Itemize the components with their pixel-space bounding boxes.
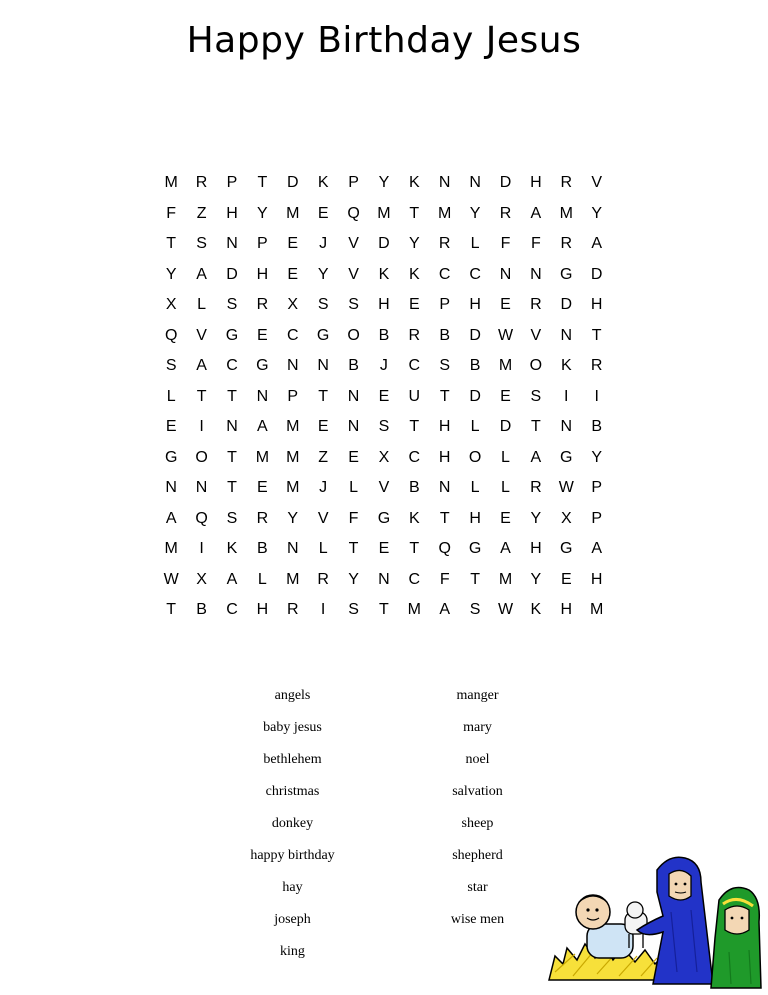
grid-letter: A <box>530 204 542 222</box>
nativity-scene-icon <box>545 852 763 990</box>
grid-letter: V <box>196 326 207 344</box>
word-list-item: king <box>280 944 305 959</box>
grid-letter: M <box>286 570 300 588</box>
grid-letter: B <box>439 326 451 344</box>
grid-letter: V <box>591 174 602 191</box>
grid-letter: N <box>499 265 512 283</box>
grid-letter: N <box>286 357 299 374</box>
grid-letter: E <box>257 479 268 496</box>
word-list-item: angels <box>274 688 311 703</box>
grid-letter: B <box>196 601 207 618</box>
grid-letter: I <box>199 540 204 557</box>
grid-letter: R <box>317 570 329 588</box>
grid-letter: S <box>439 357 451 374</box>
grid-letter: A <box>591 540 602 557</box>
grid-letter: O <box>347 326 360 344</box>
grid-letter: B <box>591 418 602 435</box>
grid-letter: B <box>348 357 359 374</box>
grid-letter: E <box>257 326 268 344</box>
grid-letter: F <box>530 235 541 252</box>
grid-letter: S <box>378 418 390 435</box>
grid-letter: V <box>530 326 542 344</box>
grid-letter: E <box>500 387 511 405</box>
grid-letter: C <box>408 357 421 374</box>
grid-letter: J <box>319 479 328 496</box>
grid-letter: H <box>530 174 542 191</box>
grid-letter: O <box>468 448 482 466</box>
grid-letter: Y <box>257 204 268 222</box>
grid-letter: C <box>226 357 238 374</box>
word-list-item: star <box>467 880 488 895</box>
grid-letter: O <box>529 357 543 374</box>
grid-letter: T <box>409 418 420 435</box>
grid-letter: T <box>439 387 450 405</box>
grid-letter: W <box>497 601 514 618</box>
grid-letter: G <box>316 326 330 344</box>
grid-letter: P <box>591 479 602 496</box>
word-list-item: sheep <box>461 816 494 831</box>
word-search-grid <box>156 168 612 626</box>
grid-letter: L <box>501 448 510 466</box>
grid-letter: M <box>559 204 573 222</box>
grid-letter: P <box>287 387 299 405</box>
grid-letter: R <box>590 357 603 374</box>
grid-letter: E <box>408 296 420 313</box>
grid-letter: L <box>197 296 207 313</box>
word-list-item: bethlehem <box>263 752 322 767</box>
grid-letter: M <box>438 204 452 222</box>
grid-letter: N <box>226 418 238 435</box>
grid-letter: Y <box>530 570 542 588</box>
grid-letter: R <box>438 235 451 252</box>
grid-letter: M <box>255 448 270 466</box>
grid-letter: M <box>498 357 513 374</box>
word-list-right-column <box>385 683 570 971</box>
grid-letter: H <box>560 601 573 618</box>
grid-letter: L <box>501 479 510 496</box>
grid-letter: R <box>560 235 573 252</box>
grid-letter: E <box>165 418 177 435</box>
grid-letter: V <box>348 265 359 283</box>
grid-letter: N <box>438 174 451 191</box>
grid-letter: D <box>378 235 390 252</box>
grid-letter: Y <box>287 509 299 527</box>
grid-letter: L <box>166 387 176 405</box>
grid-letter: A <box>530 448 542 466</box>
grid-letter: S <box>196 235 207 252</box>
grid-letter: C <box>438 265 451 283</box>
grid-letter: T <box>470 570 480 588</box>
grid-letter: G <box>560 265 573 283</box>
grid-letter: D <box>560 296 573 313</box>
grid-letter: X <box>560 509 572 527</box>
grid-letter: O <box>195 448 208 466</box>
grid-letter: E <box>317 204 329 222</box>
word-list-item: salvation <box>452 784 503 799</box>
grid-letter: P <box>591 509 602 527</box>
grid-letter: R <box>195 174 208 191</box>
grid-letter: A <box>226 570 238 588</box>
grid-letter: L <box>318 540 328 557</box>
grid-letter: D <box>499 418 512 435</box>
grid-letter: P <box>226 174 238 191</box>
grid-letter: X <box>165 296 177 313</box>
word-list-item: shepherd <box>452 848 503 863</box>
grid-letter: N <box>195 479 208 496</box>
grid-letter: B <box>408 479 420 496</box>
grid-letter: E <box>500 296 511 313</box>
grid-letter: J <box>319 235 328 252</box>
grid-letter: F <box>500 235 511 252</box>
grid-letter: T <box>530 418 541 435</box>
grid-letter: Y <box>165 265 177 283</box>
grid-letter: B <box>378 326 390 344</box>
grid-letter: C <box>286 326 299 344</box>
grid-letter: N <box>286 540 299 557</box>
grid-letter: T <box>227 448 237 466</box>
grid-letter: G <box>377 509 391 527</box>
grid-letter: T <box>318 387 329 405</box>
grid-letter: G <box>560 540 573 557</box>
grid-letter: Y <box>591 448 602 466</box>
grid-letter: D <box>226 265 238 283</box>
grid-letter: X <box>287 296 299 313</box>
grid-letter: T <box>409 540 420 557</box>
grid-letter: R <box>530 296 542 313</box>
grid-letter: R <box>256 296 269 313</box>
grid-letter: Y <box>317 265 329 283</box>
grid-letter: R <box>256 509 269 527</box>
grid-letter: Y <box>469 204 481 222</box>
grid-letter: E <box>287 265 299 283</box>
grid-letter: T <box>166 235 177 252</box>
grid-letter: E <box>317 418 329 435</box>
grid-letter: K <box>530 601 542 618</box>
grid-letter: K <box>317 174 329 191</box>
grid-letter: P <box>257 235 268 252</box>
grid-letter: M <box>286 479 300 496</box>
grid-letter: S <box>348 296 359 313</box>
grid-letter: S <box>348 601 359 618</box>
word-list-item: hay <box>282 880 303 895</box>
joseph-figure <box>711 888 761 988</box>
grid-letter: Y <box>408 235 420 252</box>
grid-letter: V <box>378 479 390 496</box>
grid-letter: S <box>469 601 481 618</box>
grid-letter: M <box>286 204 300 222</box>
grid-letter: L <box>349 479 358 496</box>
grid-letter: N <box>256 387 269 405</box>
grid-letter: M <box>377 204 391 222</box>
grid-letter: N <box>347 418 360 435</box>
grid-letter: E <box>378 540 390 557</box>
grid-letter: T <box>379 601 389 618</box>
grid-letter: G <box>256 357 269 374</box>
grid-letter: H <box>530 540 542 557</box>
grid-letter: H <box>590 570 603 588</box>
grid-letter: D <box>286 174 299 191</box>
grid-letter: D <box>499 174 512 191</box>
page-title: Happy Birthday Jesus <box>186 20 582 61</box>
grid-letter: B <box>469 357 481 374</box>
grid-letter: R <box>530 479 542 496</box>
grid-letter: L <box>470 479 480 496</box>
grid-letter: H <box>226 204 238 222</box>
grid-letter: M <box>164 174 178 191</box>
grid-letter: I <box>594 387 599 405</box>
grid-letter: M <box>498 570 513 588</box>
grid-letter: P <box>439 296 451 313</box>
grid-letter: S <box>226 509 238 527</box>
grid-letter: Y <box>591 204 602 222</box>
grid-letter: N <box>165 479 177 496</box>
grid-letter: C <box>226 601 238 618</box>
grid-letter: S <box>317 296 329 313</box>
grid-letter: D <box>469 326 481 344</box>
grid-letter: H <box>256 601 269 618</box>
grid-letter: A <box>196 265 207 283</box>
grid-letter: A <box>257 418 268 435</box>
word-list-item: wise men <box>450 912 505 927</box>
word-list <box>200 683 570 971</box>
grid-letter: A <box>500 540 511 557</box>
grid-letter: V <box>317 509 329 527</box>
grid-letter: X <box>378 448 390 466</box>
grid-letter: R <box>286 601 299 618</box>
grid-letter: D <box>469 387 481 405</box>
grid-letter: A <box>196 357 207 374</box>
grid-letter: T <box>166 601 177 618</box>
grid-letter: H <box>438 448 451 466</box>
grid-letter: N <box>347 387 360 405</box>
grid-letter: G <box>468 540 482 557</box>
grid-letter: T <box>348 540 359 557</box>
word-list-left-column <box>200 683 385 971</box>
grid-letter: V <box>348 235 359 252</box>
grid-letter: E <box>287 235 299 252</box>
grid-letter: G <box>225 326 239 344</box>
grid-letter: B <box>257 540 268 557</box>
grid-letter: W <box>558 479 574 496</box>
grid-letter: Y <box>378 174 390 191</box>
grid-letter: F <box>439 570 450 588</box>
grid-letter: H <box>438 418 451 435</box>
grid-letter: H <box>378 296 390 313</box>
grid-letter: N <box>378 570 390 588</box>
grid-letter: K <box>226 540 238 557</box>
grid-letter: K <box>378 265 390 283</box>
grid-letter: N <box>560 326 573 344</box>
grid-letter: H <box>469 296 481 313</box>
grid-letter: T <box>227 479 237 496</box>
word-list-item: christmas <box>265 784 320 799</box>
grid-letter: H <box>256 265 269 283</box>
grid-letter: M <box>164 540 178 557</box>
grid-letter: L <box>470 418 480 435</box>
grid-letter: T <box>257 174 268 191</box>
grid-letter: K <box>560 357 572 374</box>
grid-letter: S <box>226 296 238 313</box>
grid-letter: G <box>164 448 178 466</box>
grid-letter: A <box>439 601 451 618</box>
grid-letter: N <box>469 174 481 191</box>
grid-letter: Q <box>164 326 178 344</box>
grid-letter: P <box>348 174 359 191</box>
grid-letter: L <box>470 235 480 252</box>
word-list-item: noel <box>465 752 490 767</box>
word-list-item: donkey <box>271 816 314 831</box>
grid-letter: H <box>590 296 603 313</box>
grid-letter: S <box>165 357 177 374</box>
grid-letter: C <box>408 448 421 466</box>
grid-letter: W <box>163 570 179 588</box>
grid-letter: C <box>408 570 421 588</box>
grid-letter: Q <box>195 509 208 527</box>
grid-letter: K <box>408 174 420 191</box>
word-list-item: happy birthday <box>250 848 335 863</box>
grid-letter: E <box>500 509 511 527</box>
grid-letter: N <box>226 235 238 252</box>
grid-letter: R <box>499 204 512 222</box>
grid-letter: K <box>408 509 420 527</box>
grid-letter: R <box>560 174 573 191</box>
grid-letter: X <box>196 570 207 588</box>
grid-letter: Q <box>438 540 451 557</box>
grid-letter: Y <box>348 570 359 588</box>
grid-letter: A <box>591 235 602 252</box>
grid-letter: I <box>199 418 204 435</box>
grid-letter: S <box>530 387 542 405</box>
grid-letter: U <box>408 387 421 405</box>
grid-letter: Z <box>318 448 329 466</box>
grid-letter: M <box>407 601 421 618</box>
grid-letter: N <box>560 418 573 435</box>
grid-letter: E <box>348 448 359 466</box>
grid-letter: L <box>257 570 267 588</box>
grid-letter: M <box>590 601 604 618</box>
grid-letter: T <box>591 326 602 344</box>
word-list-item: manger <box>456 688 499 703</box>
grid-letter: I <box>564 387 569 405</box>
grid-letter: R <box>408 326 421 344</box>
grid-letter: G <box>560 448 573 466</box>
grid-letter: F <box>166 204 177 222</box>
grid-letter: I <box>320 601 326 618</box>
grid-letter: E <box>560 570 572 588</box>
grid-letter: M <box>286 418 300 435</box>
grid-letter: N <box>530 265 542 283</box>
grid-letter: T <box>196 387 207 405</box>
word-list-item: joseph <box>274 912 311 927</box>
word-list-item: baby jesus <box>263 720 322 735</box>
grid-letter: M <box>286 448 300 466</box>
grid-letter: D <box>590 265 603 283</box>
grid-letter: C <box>469 265 481 283</box>
grid-letter: Z <box>196 204 207 222</box>
grid-letter: N <box>438 479 451 496</box>
word-list-item: mary <box>463 720 492 735</box>
grid-letter: H <box>469 509 481 527</box>
grid-letter: Q <box>347 204 360 222</box>
grid-letter: K <box>408 265 420 283</box>
grid-letter: T <box>227 387 237 405</box>
grid-letter: A <box>165 509 177 527</box>
grid-letter: T <box>409 204 420 222</box>
grid-letter: F <box>348 509 359 527</box>
grid-letter: N <box>317 357 329 374</box>
grid-letter: Y <box>530 509 542 527</box>
grid-letter: J <box>379 357 388 374</box>
grid-letter: W <box>497 326 514 344</box>
grid-letter: T <box>439 509 450 527</box>
grid-letter: E <box>378 387 390 405</box>
